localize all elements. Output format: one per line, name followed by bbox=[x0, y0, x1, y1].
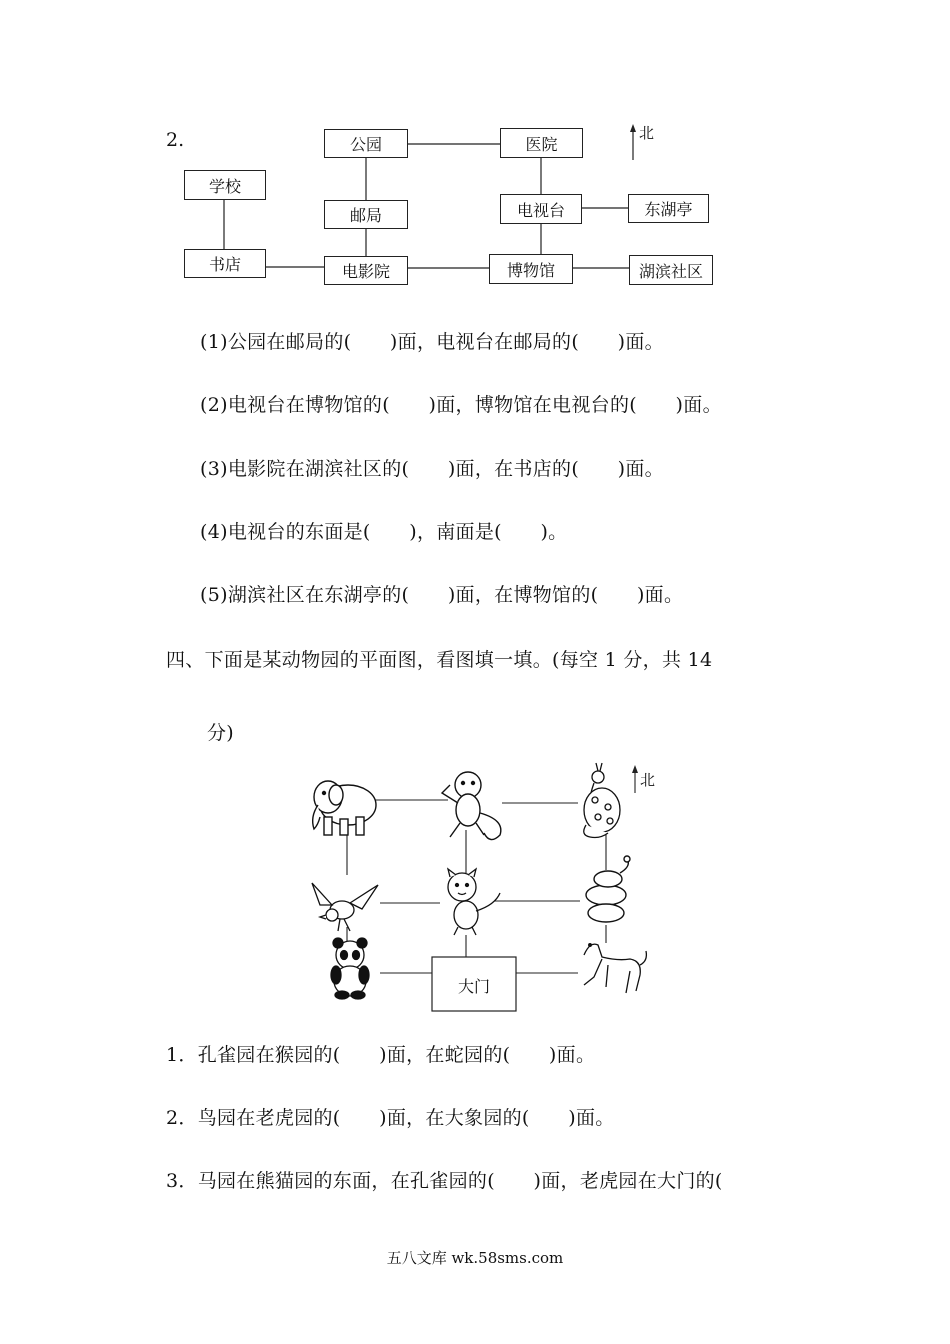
monkey-icon bbox=[442, 772, 501, 840]
box-school: 学校 bbox=[184, 170, 266, 200]
box-lakeside-community: 湖滨社区 bbox=[629, 255, 713, 285]
zoo-question-3: 3．马园在熊猫园的东面，在孔雀园的( )面，老虎园在大门的( bbox=[166, 1170, 723, 1192]
horse-icon bbox=[584, 944, 646, 993]
box-post-office: 邮局 bbox=[324, 200, 408, 229]
question-number: 2. bbox=[166, 129, 185, 151]
box-museum: 博物馆 bbox=[489, 254, 573, 284]
zoo-map bbox=[290, 755, 690, 1015]
box-cinema: 电影院 bbox=[324, 256, 408, 285]
section-4-title: 四、下面是某动物园的平面图，看图填一填。(每空 1 分，共 14 bbox=[166, 649, 713, 671]
north-arrow-head bbox=[630, 124, 636, 132]
question-2: (2)电视台在博物馆的( )面，博物馆在电视台的( )面。 bbox=[200, 394, 722, 416]
box-hospital: 医院 bbox=[500, 128, 583, 158]
zoo-north-arrow-head bbox=[632, 765, 638, 773]
zoo-question-1: 1．孔雀园在猴园的( )面，在蛇园的( )面。 bbox=[166, 1044, 596, 1066]
north-label: 北 bbox=[639, 124, 655, 142]
snake-icon bbox=[586, 856, 630, 922]
question-3: (3)电影院在湖滨社区的( )面，在书店的( )面。 bbox=[200, 458, 664, 480]
city-map bbox=[0, 0, 950, 300]
question-4: (4)电视台的东面是( )，南面是( )。 bbox=[200, 521, 568, 543]
zoo-north-label: 北 bbox=[640, 771, 656, 789]
box-park: 公园 bbox=[324, 129, 408, 158]
question-5: (5)湖滨社区在东湖亭的( )面，在博物馆的( )面。 bbox=[200, 584, 684, 606]
box-tv-station: 电视台 bbox=[500, 194, 582, 224]
gate-label: 大门 bbox=[458, 977, 491, 996]
tiger-icon bbox=[448, 869, 500, 935]
city-map-lines bbox=[0, 0, 950, 300]
question-1: (1)公园在邮局的( )面，电视台在邮局的( )面。 bbox=[200, 331, 664, 353]
footer-watermark: 五八文库 wk.58sms.com bbox=[386, 1249, 564, 1267]
panda-icon bbox=[331, 938, 369, 999]
elephant-icon bbox=[313, 781, 376, 835]
box-east-lake-pavilion: 东湖亭 bbox=[628, 194, 709, 223]
zoo-question-2: 2．鸟园在老虎园的( )面，在大象园的( )面。 bbox=[166, 1107, 615, 1129]
peacock-icon bbox=[584, 763, 620, 838]
bird-icon bbox=[312, 883, 378, 931]
section-4-title-cont: 分) bbox=[207, 722, 235, 744]
box-bookstore: 书店 bbox=[184, 249, 266, 278]
